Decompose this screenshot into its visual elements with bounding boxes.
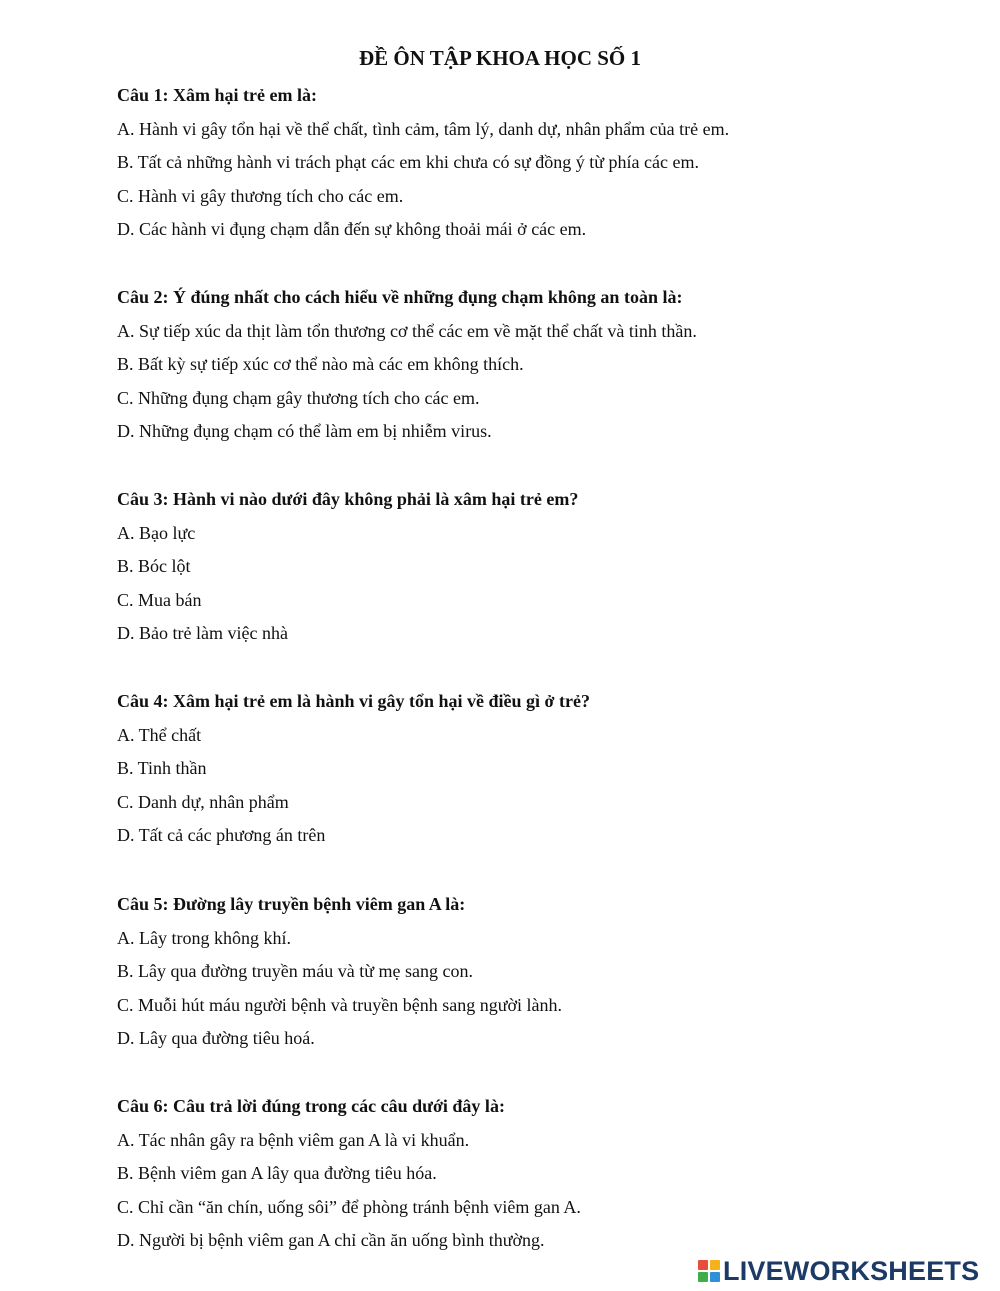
logo-block-i (710, 1260, 720, 1270)
logo-blocks-icon (698, 1260, 720, 1282)
answer-option-a: A. Tác nhân gây ra bệnh viêm gan A là vi khuẩn. (117, 1129, 470, 1150)
question-text: Câu 2: Ý đúng nhất cho cách hiểu về những đụng chạm không an toàn là: (117, 287, 683, 307)
question-block (117, 483, 977, 651)
answer-option-a: A. Bạo lực (117, 522, 196, 543)
answer-option-b: B. Bóc lột (117, 556, 191, 577)
answer-option-c: C. Những đụng chạm gây thương tích cho các em. (117, 387, 480, 408)
question-block (117, 685, 977, 853)
answer-option-b: B. Tinh thần (117, 758, 207, 779)
page-title: ĐỀ ÔN TẬP KHOA HỌC SỐ 1 (359, 46, 641, 70)
logo-block-l (698, 1260, 708, 1270)
logo-block-e (710, 1272, 720, 1282)
answer-option-c: C. Danh dự, nhân phẩm (117, 791, 289, 812)
question-block (117, 888, 977, 1056)
answer-option-b: B. Bất kỳ sự tiếp xúc cơ thể nào mà các em không thích. (117, 354, 524, 375)
question-text: Câu 3: Hành vi nào dưới đây không phải là xâm hại trẻ em? (117, 489, 579, 509)
question-block (117, 1090, 977, 1258)
answer-option-d: D. Người bị bệnh viêm gan A chỉ cần ăn uống bình thường. (117, 1230, 545, 1251)
answer-option-c: C. Chỉ cần “ăn chín, uống sôi” để phòng tránh bệnh viêm gan A. (117, 1196, 581, 1217)
question-block (117, 281, 977, 449)
question-text: Câu 6: Câu trả lời đúng trong các câu dưới đây là: (117, 1096, 505, 1116)
answer-option-a: A. Hành vi gây tổn hại về thể chất, tình cảm, tâm lý, danh dự, nhân phẩm của trẻ em. (117, 118, 730, 139)
liveworksheets-logo (698, 1256, 979, 1286)
question-text: Câu 4: Xâm hại trẻ em là hành vi gây tổn hại về điều gì ở trẻ? (117, 691, 590, 711)
question-text: Câu 5: Đường lây truyền bệnh viêm gan A là: (117, 894, 466, 914)
answer-option-a: A. Sự tiếp xúc da thịt làm tổn thương cơ thể các em về mặt thể chất và tinh thần. (117, 320, 697, 341)
answer-option-b: B. Bệnh viêm gan A lây qua đường tiêu hóa. (117, 1163, 437, 1184)
logo-text: LIVEWORKSHEETS (723, 1255, 980, 1286)
answer-option-c: C. Hành vi gây thương tích cho các em. (117, 185, 404, 206)
logo-block-v (698, 1272, 708, 1282)
answer-option-c: C. Muỗi hút máu người bệnh và truyền bệnh sang người lành. (117, 994, 562, 1015)
answer-option-a: A. Lây trong không khí. (117, 927, 291, 948)
answer-option-d: D. Những đụng chạm có thể làm em bị nhiễm virus. (117, 421, 492, 442)
answer-option-b: B. Tất cả những hành vi trách phạt các em khi chưa có sự đồng ý từ phía các em. (117, 152, 700, 173)
answer-option-d: D. Lây qua đường tiêu hoá. (117, 1028, 315, 1049)
answer-option-d: D. Tất cả các phương án trên (117, 825, 326, 846)
answer-option-d: D. Các hành vi đụng chạm dẫn đến sự không thoải mái ở các em. (117, 219, 587, 240)
answer-option-c: C. Mua bán (117, 589, 202, 610)
answer-option-a: A. Thể chất (117, 724, 202, 745)
answer-option-b: B. Lây qua đường truyền máu và từ mẹ sang con. (117, 961, 473, 982)
question-text: Câu 1: Xâm hại trẻ em là: (117, 85, 317, 105)
answer-option-d: D. Bảo trẻ làm việc nhà (117, 623, 288, 644)
question-block (117, 79, 977, 247)
